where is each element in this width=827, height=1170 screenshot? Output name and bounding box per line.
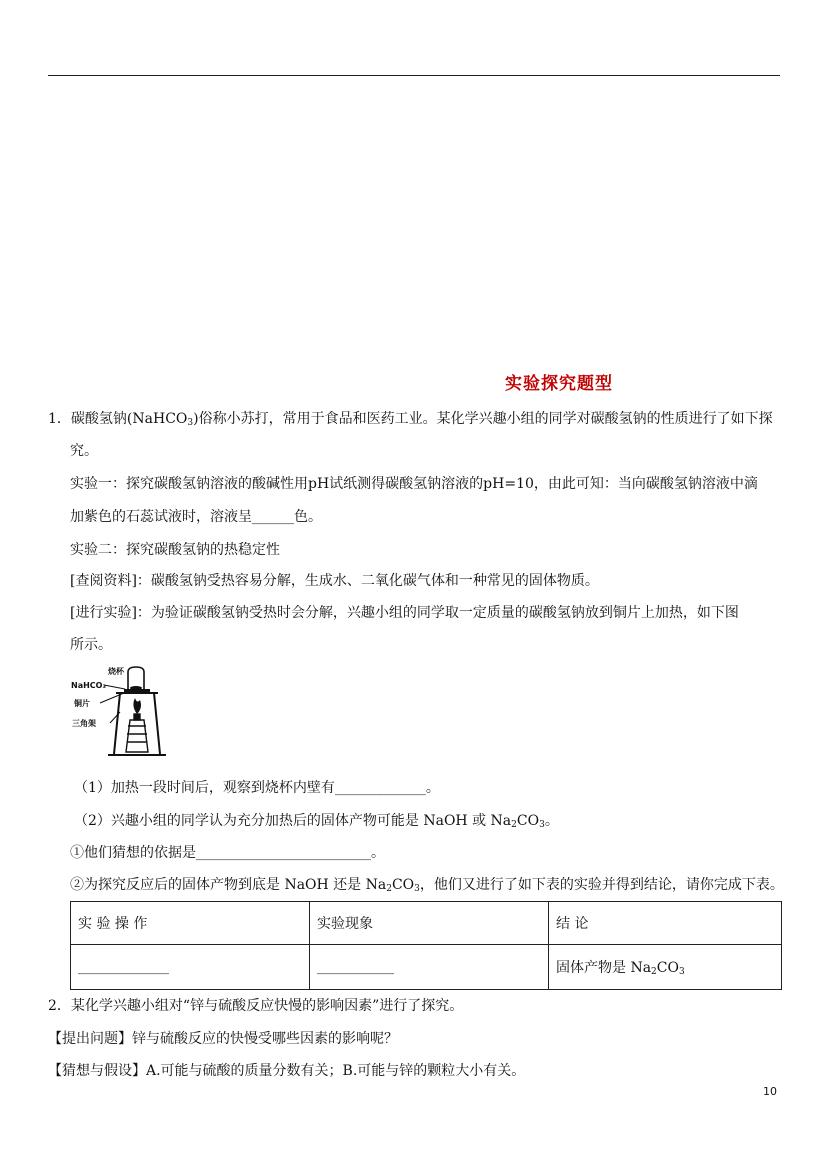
label-copper: 铜片 <box>74 699 90 708</box>
q2-line3: 【猜想与假设】A.可能与硫酸的质量分数有关；B.可能与锌的颗粒大小有关。 <box>48 1063 526 1079</box>
q1-procedure-line1: [进行实验]：为验证碳酸氢钠受热时会分解，兴趣小组的同学取一定质量的碳酸氢钠放到铜片上加热，如下图 <box>70 605 739 621</box>
q1-sub2-text-c: 。 <box>544 813 559 829</box>
page-title: 实验探究题型 <box>505 374 613 394</box>
cell-conclusion-text: 固体产物是 Na <box>556 960 652 976</box>
q1-sub2-text-b: CO <box>516 813 540 829</box>
q1-intro-subscript: 3 <box>187 418 194 428</box>
cell-conclusion <box>549 945 782 990</box>
cell-operation: _____________ <box>71 945 310 990</box>
q1-exp2-heading: 实验二：探究碳酸氢钠的热稳定性 <box>70 542 280 558</box>
q1-sub2 <box>74 811 559 835</box>
q1-number: 1． <box>48 411 71 427</box>
q2-line2: 【提出问题】锌与硫酸反应的快慢受哪些因素的影响呢？ <box>48 1031 398 1047</box>
q1-intro-line2: 究。 <box>70 443 98 459</box>
header-conclusion: 结 论 <box>549 902 782 945</box>
q1-c2-subscript-2: 3 <box>414 884 420 894</box>
label-beaker: 烧杯 <box>108 667 124 676</box>
q1-exp1-line2: 加紫色的石蕊试液时，溶液呈______色。 <box>70 509 322 525</box>
q1-intro-text-a: 碳酸氢钠(NaHCO <box>70 411 188 427</box>
q1-sub2-subscript-1: 2 <box>511 820 517 830</box>
q1-conjecture-1: ①他们猜想的依据是_________________________。 <box>70 845 385 861</box>
q1-intro-text-b: )俗称小苏打，常用于食品和医药工业。某化学兴趣小组的同学对碳酸氢钠的性质进行了如下探 <box>193 411 773 427</box>
q1-sub1: （1）加热一段时间后，观察到烧杯内壁有_____________。 <box>74 780 440 796</box>
apparatus-figure <box>70 664 170 760</box>
q1-c2-text-c: ，他们又进行了如下表的实验并得到结论，请你完成下表。 <box>419 877 784 893</box>
cell-conclusion-subscript-2: 3 <box>678 967 685 977</box>
label-tripod: 三角架 <box>72 719 96 728</box>
q1-sub2-text-a: （2）兴趣小组的同学认为充分加热后的固体产物可能是 NaOH 或 Na <box>74 813 512 829</box>
pointer-nahco3 <box>104 685 125 689</box>
cell-conclusion-subscript-1: 2 <box>651 967 657 977</box>
cell-conclusion-text-mid: CO <box>656 960 679 976</box>
q1-intro-line1 <box>48 409 773 433</box>
table-header-row <box>71 902 782 945</box>
q1-c2-text-b: CO <box>391 877 415 893</box>
cell-phenomenon: ___________ <box>310 945 549 990</box>
sample-icon <box>130 686 142 690</box>
q1-c2-text-a: ②为探究反应后的固体产物到底是 NaOH 还是 Na <box>70 877 387 893</box>
q1-reference: [查阅资料]：碳酸氢钠受热容易分解，生成水、二氧化碳气体和一种常见的固体物质。 <box>70 573 599 589</box>
q1-conjecture-2 <box>70 875 784 899</box>
header-phenomenon: 实验现象 <box>310 902 549 945</box>
experiment-table <box>70 901 782 990</box>
q1-c2-subscript-1: 2 <box>386 884 392 894</box>
page-number: 10 <box>763 1085 777 1098</box>
q2-line1: 2．某化学兴趣小组对“锌与硫酸反应快慢的影响因素”进行了探究。 <box>48 998 464 1014</box>
header-operation: 实 验 操 作 <box>71 902 310 945</box>
q1-procedure-line2: 所示。 <box>70 637 112 653</box>
label-nahco3: NaHCO₃ <box>71 681 106 690</box>
burner-icon <box>126 714 148 752</box>
table-row <box>71 945 782 990</box>
q1-sub2-subscript-2: 3 <box>539 820 545 830</box>
header-rule <box>48 75 780 76</box>
q1-exp1-line1: 实验一：探究碳酸氢钠溶液的酸碱性用pH试纸测得碳酸氢钠溶液的pH=10，由此可知：当向碳酸氢钠溶液中滴 <box>70 476 758 492</box>
flame-icon <box>133 698 141 714</box>
